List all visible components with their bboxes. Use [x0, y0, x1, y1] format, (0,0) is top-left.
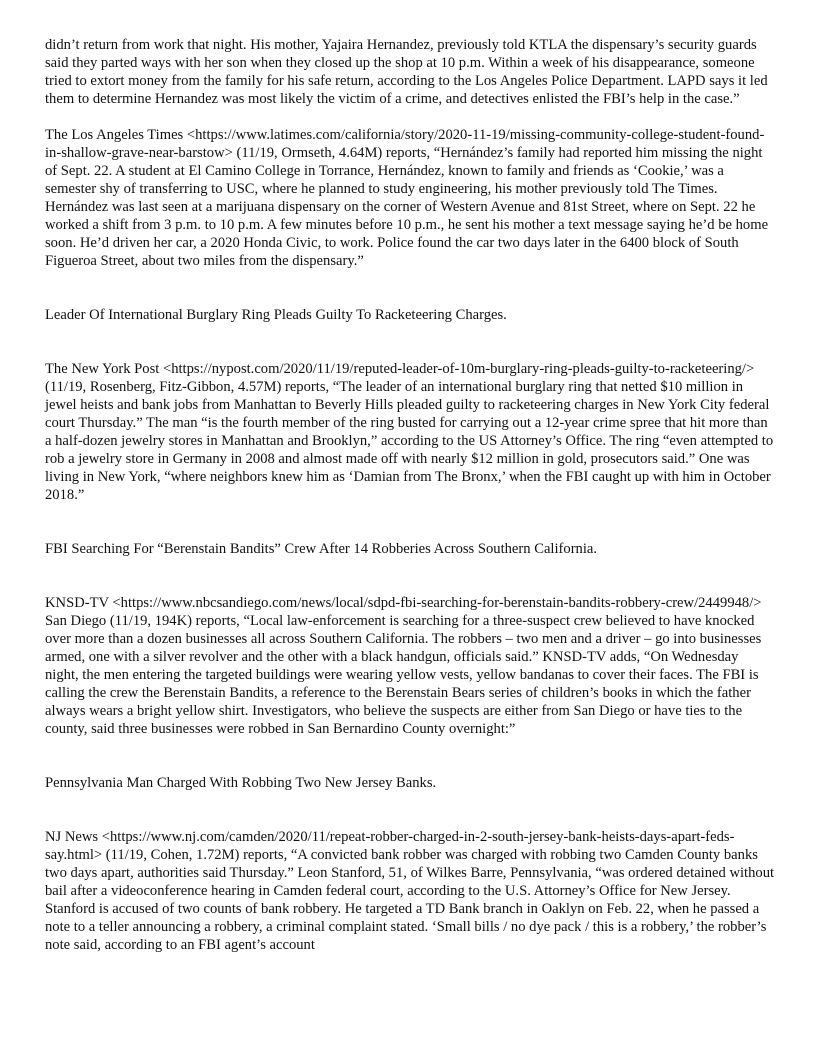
story-headline-nj-bank-robbery: Pennsylvania Man Charged With Robbing Two New Jersey Banks. — [45, 775, 437, 791]
story-body-burglary-ring: The New York Post <https://nypost.com/2020/11/19/reputed-leader-of-10m-burglary-ring-pleads-guilty-to-racketeering/> (11/19, Rosenberg, Fitz-Gibbon, 4.57M) reports, “The leader of an international burglary ring that netted $10 million in jewel heists and bank jobs from Manhattan to Beverly Hills pleaded guilty to racketeering charges in New York City federal court Thursday.” The man “is the fourth member of the ring busted for carrying out a 12-year crime spree that hit more than a half-dozen jewelry stores in Manhattan and Brooklyn,” according to the US Attorney’s Office. The ring “even attempted to rob a jewelry store in Germany in 2008 and almost made off with nearly $12 million in gold, prosecutors said.” One was living in New York, “where neighbors knew him as ‘Damian from The Bronx,’ when the FBI caught up with him in October 2018.” — [45, 361, 774, 503]
story-headline-burglary-ring: Leader Of International Burglary Ring Pleads Guilty To Racketeering Charges. — [45, 307, 507, 323]
paragraph-la-times: The Los Angeles Times <https://www.latimes.com/california/story/2020-11-19/missing-community-college-student-found-in-shallow-grave-near-barstow> (11/19, Ormseth, 4.64M) reports, “Hernández’s family had reported him missing the night of Sept. 22. A student at El Camino College in Torrance, Hernández, known to family and friends as ‘Cookie,’ was a semester shy of transferring to USC, where he planned to study engineering, his mother previously told The Times. Hernández was last seen at a marijuana dispensary on the corner of Western Avenue and 81st Street, where on Sept. 22 he worked a shift from 3 p.m. to 10 p.m. A few minutes before 10 p.m., he sent his mother a text message saying he’d be home soon. He’d driven her car, a 2020 Honda Civic, to work. Police found the car two days later in the 6400 block of South Figueroa Street, about two miles from the dispensary.” — [45, 127, 769, 269]
section-spacer — [45, 558, 775, 594]
story-body-berenstain-bandits: KNSD-TV <https://www.nbcsandiego.com/news/local/sdpd-fbi-searching-for-berenstain-bandits-robbery-crew/2449948/> San Diego (11/19, 194K) reports, “Local law-enforcement is searching for a three-suspect crew believed to have knocked over more than a dozen businesses all across Southern California. The robbers – two men and a driver – go into businesses armed, one with a silver revolver and the other with a black handgun, officials said.” KNSD-TV adds, “On Wednesday night, the men entering the targeted buildings were wearing yellow vests, yellow bandanas to cover their faces. The FBI is calling the crew the Berenstain Bandits, a reference to the Berenstain Bears series of children’s books in which the father always wears a bright yellow shirt. Investigators, who believe the suspects are either from San Diego or have ties to the county, said three businesses were robbed in San Bernardino County overnight:” — [45, 595, 762, 737]
story-body-nj-bank-robbery: NJ News <https://www.nj.com/camden/2020/11/repeat-robber-charged-in-2-south-jersey-bank-heists-days-apart-feds-say.html> (11/19, Cohen, 1.72M) reports, “A convicted bank robber was charged with robbing two Camden County banks two days apart, authorities said Thursday.” Leon Stanford, 51, of Wilkes Barre, Pennsylvania, “was ordered detained without bail after a videoconference hearing in Camden federal court, according to the U.S. Attorney’s Office for New Jersey. Stanford is accused of two counts of bank robbery. He targeted a TD Bank branch in Oaklyn on Feb. 22, when he passed a note to a teller announcing a robbery, a criminal complaint stated. ‘Small bills / no dye pack / this is a robbery,’ the robber’s note said, according to an FBI agent’s account — [45, 829, 775, 953]
section-spacer — [45, 270, 775, 306]
paragraph-ktla-continued: didn’t return from work that night. His mother, Yajaira Hernandez, previously told KTLA the dispensary’s security guards said they parted ways with her son when they closed up the shop at 10 p.m. Within a week of his disappearance, someone tried to extort money from the family for his safe return, according to the Los Angeles Police Department. LAPD says it led them to determine Hernandez was most likely the victim of a crime, and detectives enlisted the FBI’s help in the case.” — [45, 37, 768, 107]
section-spacer — [45, 504, 775, 540]
section-spacer — [45, 738, 775, 774]
section-spacer — [45, 792, 775, 828]
paragraph-spacer — [45, 108, 775, 126]
document-page — [45, 36, 775, 954]
story-headline-berenstain-bandits: FBI Searching For “Berenstain Bandits” Crew After 14 Robberies Across Southern California. — [45, 541, 598, 557]
section-spacer — [45, 324, 775, 360]
